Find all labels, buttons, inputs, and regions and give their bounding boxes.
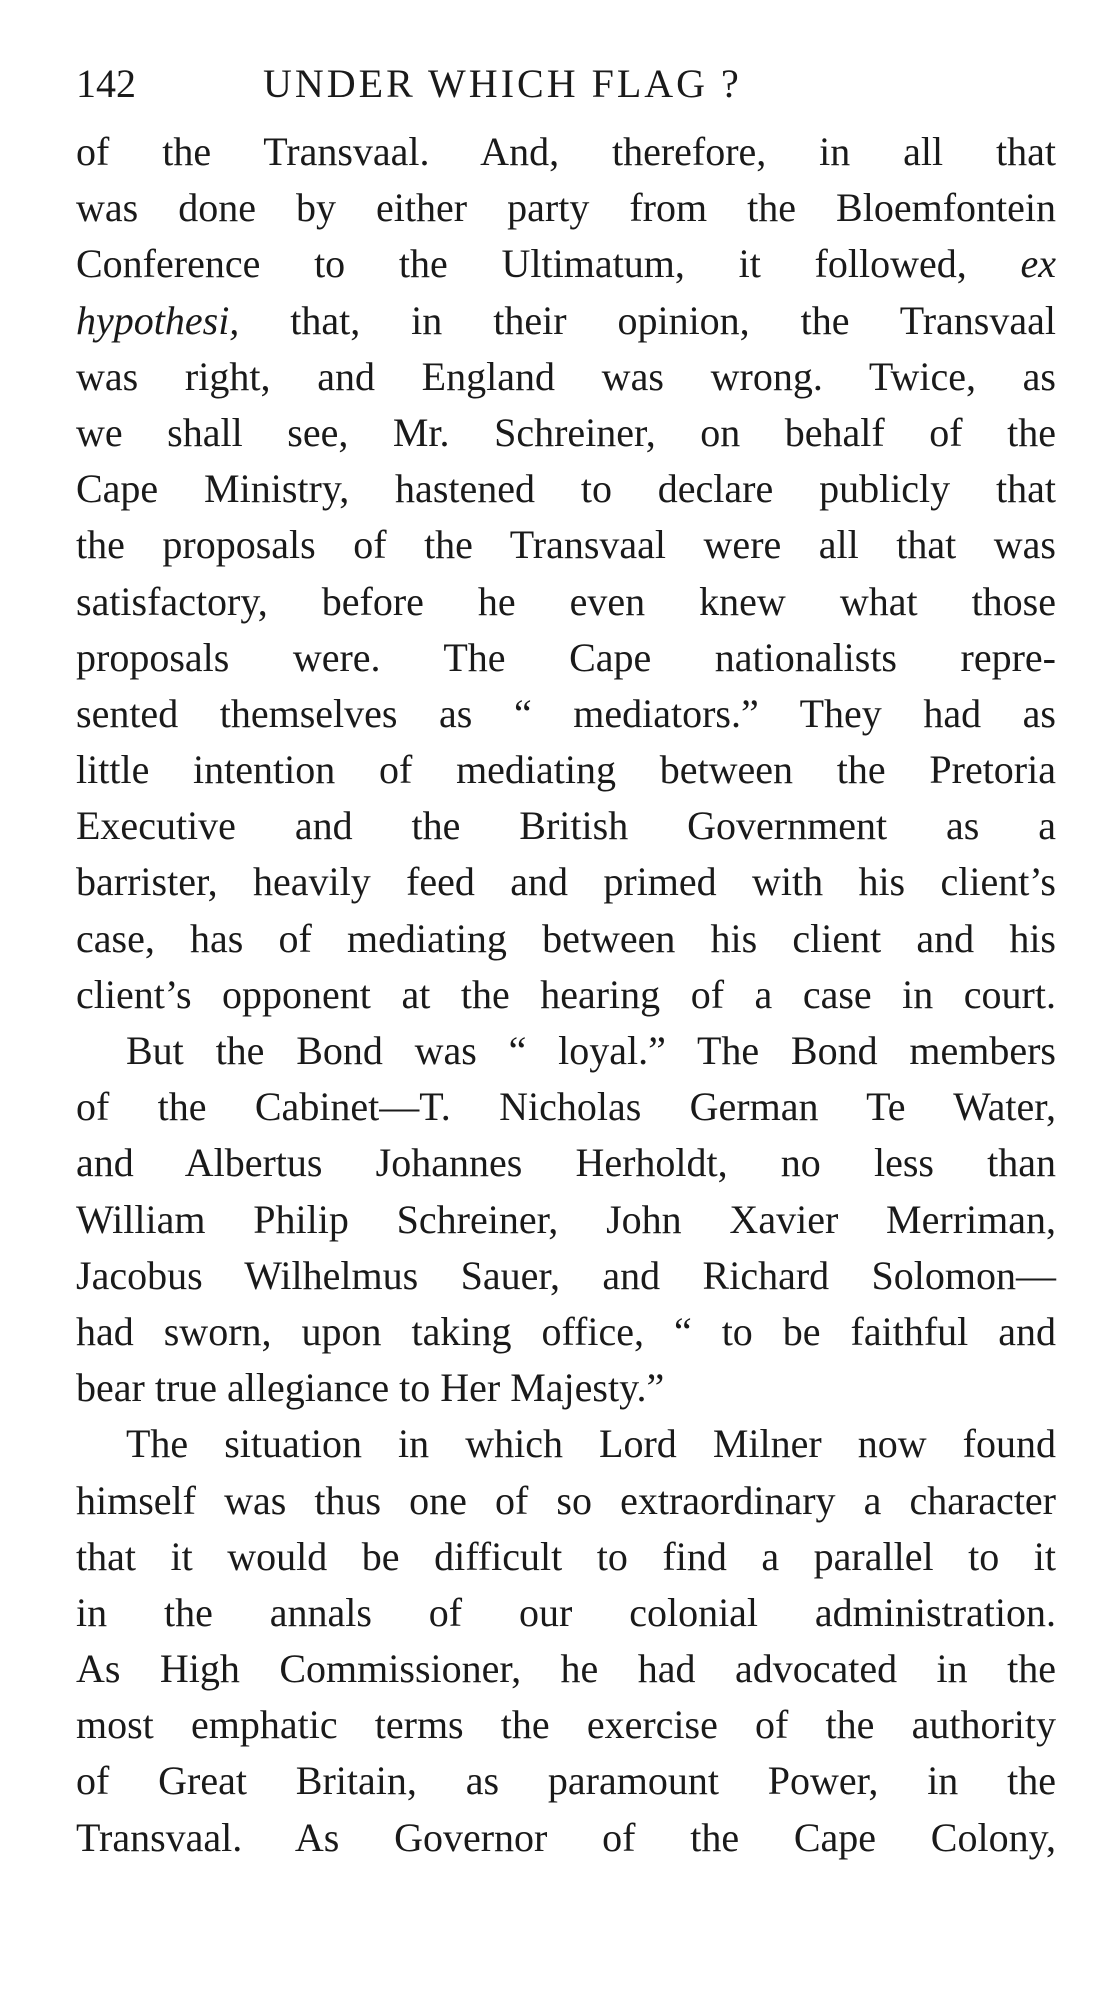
text-line: had sworn, upon taking office, “ to be faithful and — [76, 1308, 1056, 1354]
text-line: most emphatic terms the exercise of the authority — [76, 1702, 1056, 1748]
text-line: himself was thus one of so extraordinary a character — [76, 1477, 1056, 1523]
running-head — [76, 56, 1056, 112]
text-segment: that, in their opinion, the Transvaal — [290, 297, 1056, 343]
page-number: 142 — [76, 61, 136, 106]
text-line: barrister, heavily feed and primed with his client’s — [76, 859, 1056, 905]
italic-text: ex — [1020, 241, 1057, 287]
text-line: Cape Ministry, hastened to declare publicly that — [76, 466, 1056, 512]
text-line: satisfactory, before he even knew what those — [76, 578, 1056, 624]
text-line: proposals were. The Cape nationalists repre- — [76, 634, 1056, 680]
text-line: case, has of mediating between his client and his — [76, 915, 1056, 961]
paragraph — [76, 124, 1056, 1023]
text-line: As High Commissioner, he had advocated in the — [76, 1646, 1056, 1692]
text-line: The situation in which Lord Milner now found — [126, 1421, 1056, 1467]
text-line: that it would be difficult to find a parallel to it — [76, 1533, 1056, 1579]
text-line: little intention of mediating between the Pretoria — [76, 747, 1056, 793]
text-line: Executive and the British Government as a — [76, 803, 1056, 849]
text-line: bear true allegiance to Her Majesty.” — [76, 1365, 665, 1411]
text-line: sented themselves as “ mediators.” They had as — [76, 690, 1056, 736]
text-line: client’s opponent at the hearing of a case in court. — [76, 971, 1056, 1017]
running-title: UNDER WHICH FLAG ? — [263, 61, 742, 106]
text-line: of the Transvaal. And, therefore, in all that — [76, 129, 1056, 174]
paragraph — [76, 1416, 1056, 1866]
text-line: in the annals of our colonial administration. — [76, 1589, 1056, 1635]
text-line: Transvaal. As Governor of the Cape Colony, — [76, 1814, 1056, 1860]
text-line: was done by either party from the Bloemfontein — [76, 185, 1056, 231]
text-line: the proposals of the Transvaal were all that was — [76, 522, 1056, 568]
paragraph — [76, 1023, 1056, 1416]
text-line: was right, and England was wrong. Twice, as — [76, 353, 1056, 399]
text-line — [76, 293, 1056, 349]
text-segment: Conference to the Ultimatum, it followed, — [76, 241, 967, 287]
text-line — [76, 236, 1056, 292]
body-text — [76, 124, 1056, 1866]
text-line: we shall see, Mr. Schreiner, on behalf of the — [76, 409, 1056, 455]
text-line: But the Bond was “ loyal.” The Bond members — [126, 1028, 1056, 1073]
text-line: William Philip Schreiner, John Xavier Merriman, — [76, 1196, 1056, 1242]
italic-text: hypothesi, — [76, 297, 240, 343]
text-line: of the Cabinet—T. Nicholas German Te Water, — [76, 1084, 1056, 1130]
text-line: of Great Britain, as paramount Power, in the — [76, 1758, 1056, 1804]
text-line: Jacobus Wilhelmus Sauer, and Richard Solomon— — [76, 1252, 1056, 1298]
text-line: and Albertus Johannes Herholdt, no less than — [76, 1140, 1056, 1186]
